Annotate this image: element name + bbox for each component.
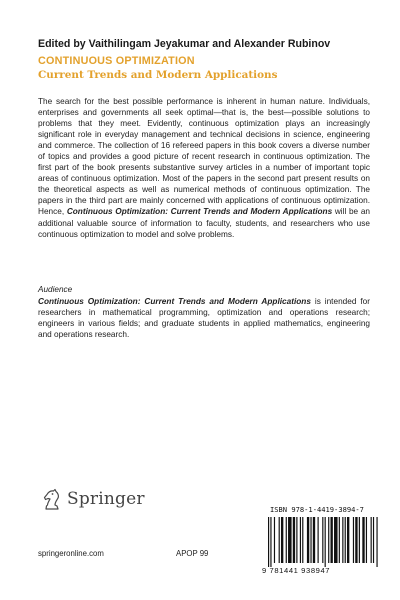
barcode-bar <box>270 517 271 567</box>
barcode-bar <box>322 517 323 563</box>
audience-heading: Audience <box>38 285 73 294</box>
barcode-bar <box>300 517 301 563</box>
barcode-bar <box>355 517 357 563</box>
catalog-code: APOP 99 <box>176 549 209 558</box>
barcode-bar <box>279 517 280 563</box>
description-book-title: Continuous Optimization: Current Trends and Modern Applications <box>66 207 333 217</box>
audience-paragraph <box>38 296 370 340</box>
barcode-bar <box>339 517 340 563</box>
audience-book-title: Continuous Optimization: Current Trends and Modern Applications <box>38 297 311 306</box>
publisher-website: springeronline.com <box>38 549 104 558</box>
barcode-bar <box>268 517 269 567</box>
barcode-bar <box>334 517 338 563</box>
barcode-bar <box>313 517 315 563</box>
description-paragraph <box>38 96 370 240</box>
barcode-bar <box>359 517 360 563</box>
barcode-bar <box>318 517 319 563</box>
barcode-image <box>266 517 382 567</box>
barcode-bar <box>281 517 283 563</box>
barcode-bar <box>274 517 275 563</box>
editors-line: Edited by Vaithilingam Jeyakumar and Alexander Rubinov <box>38 38 331 50</box>
knight-horse-icon <box>40 487 64 511</box>
barcode-bar <box>342 517 343 563</box>
barcode-bar <box>347 517 349 563</box>
description-text-start: The search for the best possible performance is inherent in human nature. Individuals, enterprises and governments all seek optimal—that is, the best—possible solutions to problems that they meet. Evidently, continuous optimization plays an increasingly significant role in everyday management and technical decisions in science, engineering and commerce. The collection of 16 refereed papers in this book covers a diverse number of topics and provides a good picture of recent research in continuous optimization. The first part of the book presents substantive survey articles in a number of important topic areas of continuous optimization. Most of the papers in the second part present results on the theoretical aspects as well as numerical methods of continuous optimization. The papers in the third part are mainly concerned with applications of continuous optimization. Hence, <box>38 97 370 217</box>
springer-logo <box>40 487 145 511</box>
barcode-bar <box>296 517 297 563</box>
description-text-end: will be an additional valuable source of information to faculty, students, and researchers who use continuous optimization to model and solve problems. <box>38 207 370 239</box>
barcode-bar <box>288 517 292 563</box>
barcode-bar <box>310 517 311 563</box>
barcode-bar <box>353 517 354 563</box>
barcode-bar <box>362 517 364 563</box>
barcode-bar <box>307 517 309 563</box>
barcode-bar <box>345 517 346 563</box>
publisher-name: Springer <box>67 489 145 509</box>
barcode-bar <box>376 517 377 567</box>
book-subtitle: Current Trends and Modern Applications <box>38 69 278 81</box>
barcode-bar <box>371 517 372 563</box>
barcode-bar <box>286 517 287 563</box>
isbn-label: ISBN 978-1-4419-3894-7 <box>270 505 364 514</box>
barcode-bar <box>302 517 303 563</box>
barcode-bar <box>366 517 367 563</box>
audience-text: is intended for researchers in mathematical programming, optimization and operations research; engineers in various fields; and graduate students in applied mathematics, engineering and operations research. <box>38 297 370 340</box>
book-title: CONTINUOUS OPTIMIZATION <box>38 55 195 67</box>
barcode-bar <box>328 517 329 563</box>
barcode-bar <box>325 517 326 567</box>
barcode-number: 9 781441 938947 <box>262 566 331 575</box>
barcode-bar <box>373 517 374 563</box>
barcode-bar <box>330 517 332 563</box>
barcode-bar <box>293 517 295 563</box>
